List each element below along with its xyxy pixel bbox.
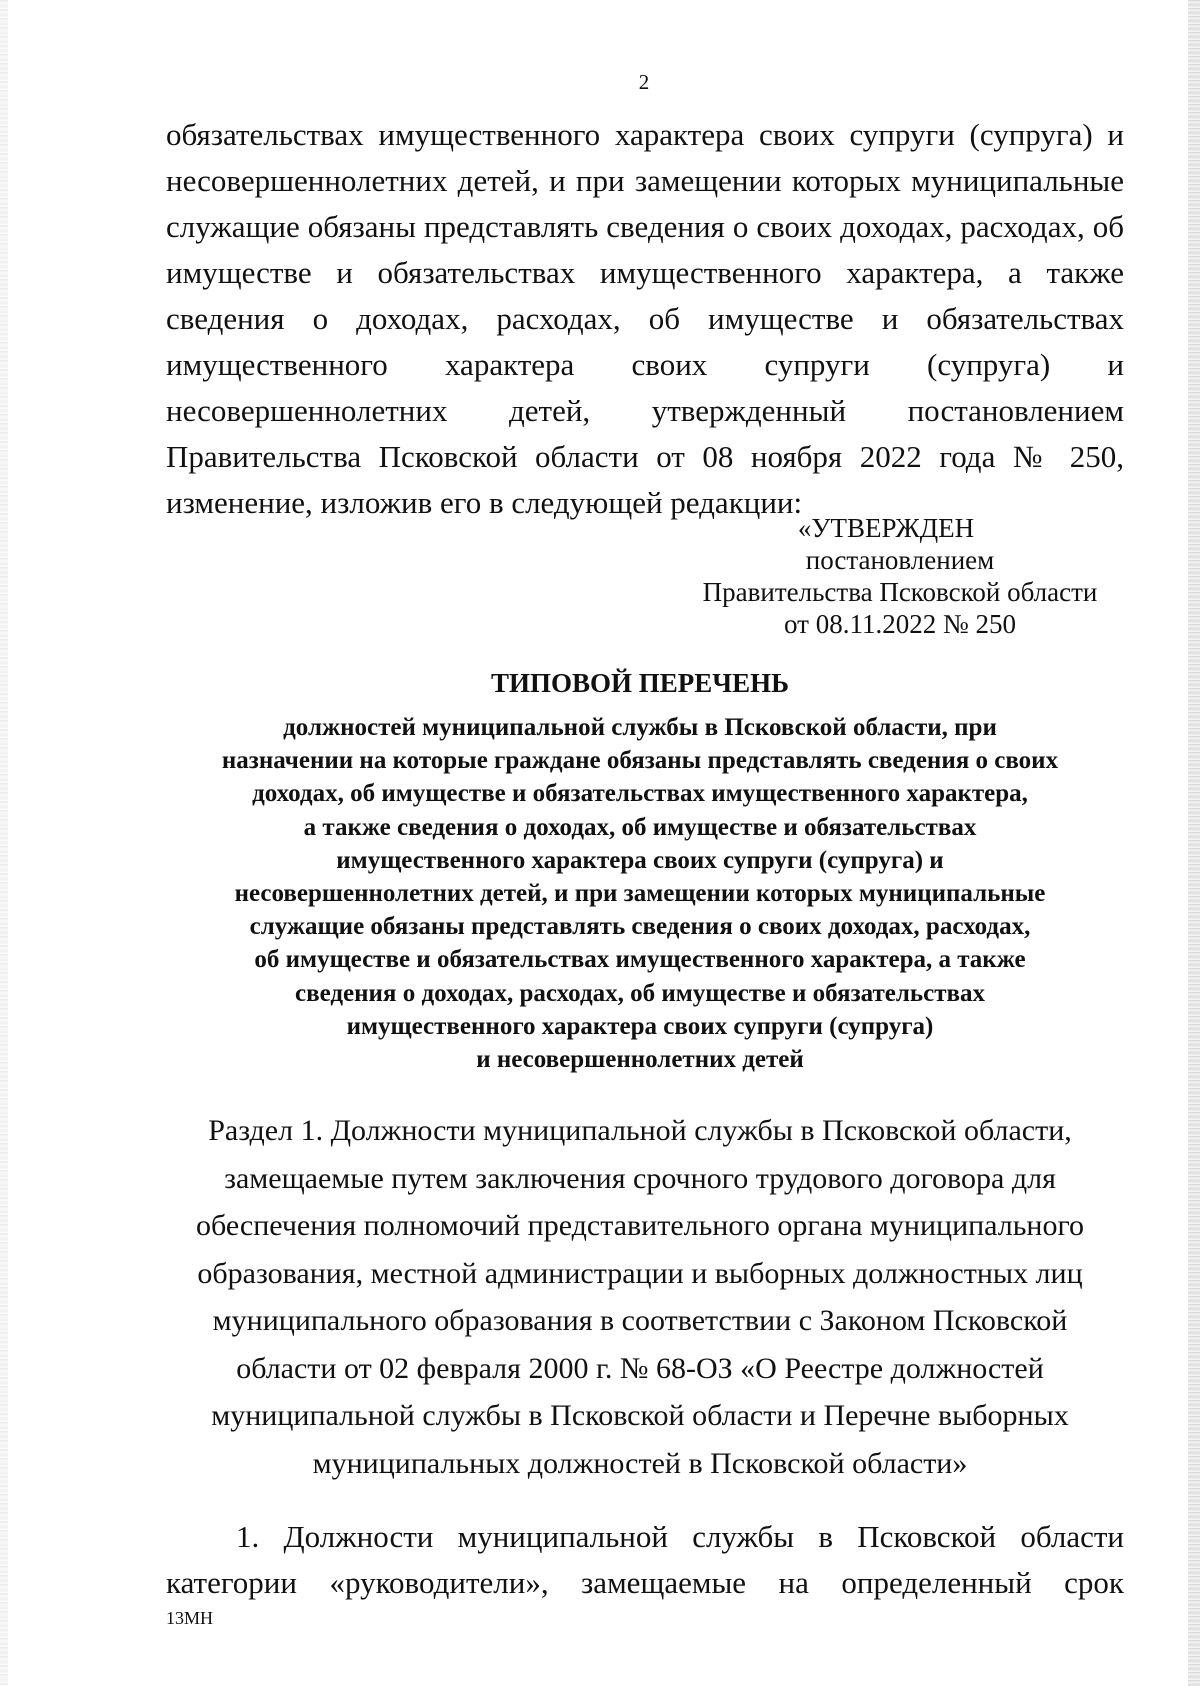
subtitle-line: а также сведения о доходах, об имуществе и обязательствах <box>303 813 977 841</box>
body-paragraph: обязательствах имущественного характера своих супруги (супруга) и несовершеннолетних детей, и при замещении которых муниципальные служащие обязаны представлять сведения о своих доходах, расходах, об имуществе и обязательствах имущественного характера, а также сведения о доходах, расходах, об имуществе и обязательствах имущественного характера своих супруги (супруга) и несовершеннолетних детей, утвержденный постановлением Правительства Псковской области от 08 ноября 2022 года № 250, изменение, изложив его в следующей редакции: <box>166 117 1124 520</box>
subtitle-line: об имуществе и обязательствах имущественного характера, а также <box>254 946 1026 974</box>
section-heading-line: Раздел 1. Должности муниципальной службы в Псковской области, <box>208 1114 1072 1147</box>
section-1-heading <box>140 1107 1140 1487</box>
section-heading-line: замещаемые путем заключения срочного трудового договора для <box>224 1161 1056 1195</box>
subtitle-line: доходах, об имуществе и обязательствах имущественного характера, <box>252 780 1028 808</box>
subtitle-line: имущественного характера своих супруги (супруга) <box>346 1012 934 1040</box>
approval-stamp <box>680 512 1120 640</box>
section-heading-line: муниципального образования в соответствии с Законом Псковской <box>212 1304 1068 1337</box>
scan-edge-left <box>0 0 8 1686</box>
subtitle-line: сведения о доходах, расходах, об имуществе и обязательствах <box>295 979 985 1007</box>
subtitle-line: имущественного характера своих супруги (супруга) и <box>336 846 944 874</box>
subtitle-line: должностей муниципальной службы в Псковской области, при <box>283 714 997 741</box>
section-heading-line: обеспечения полномочий представительного органа муниципального <box>195 1209 1085 1242</box>
section-heading-line: образования, местной администрации и выборных должностных лиц <box>197 1256 1083 1290</box>
section-heading-line: муниципальных должностей в Псковской области» <box>312 1446 968 1480</box>
page-number: 2 <box>638 70 650 94</box>
subtitle-line: назначении на которые граждане обязаны представлять сведения о своих <box>221 747 1059 775</box>
scan-edge-right <box>1188 0 1200 1686</box>
point-1-paragraph: 1. Должности муниципальной службы в Псковской области категории «руководители», замещаемые на определенный срок <box>166 1519 1124 1600</box>
document-title: ТИПОВОЙ ПЕРЕЧЕНЬ <box>491 668 789 698</box>
approval-line-1: «УТВЕРЖДЕН <box>797 513 975 543</box>
subtitle-line: служащие обязаны представлять сведения о своих доходах, расходах, <box>249 913 1031 941</box>
approval-line-4: от 08.11.2022 № 250 <box>784 609 1016 639</box>
footer-code: 13МН <box>166 1608 214 1628</box>
subtitle-line: несовершеннолетних детей, и при замещении которых муниципальные <box>234 880 1046 908</box>
section-heading-line: области от 02 февраля 2000 г. № 68-ОЗ «О Реестре должностей <box>236 1351 1044 1385</box>
document-subtitle <box>140 711 1140 1076</box>
approval-line-2: постановлением <box>805 545 995 575</box>
subtitle-line: и несовершеннолетних детей <box>476 1046 804 1074</box>
section-heading-line: муниципальной службы в Псковской области и Перечне выборных <box>211 1399 1069 1432</box>
approval-line-3: Правительства Псковской области <box>702 577 1098 607</box>
